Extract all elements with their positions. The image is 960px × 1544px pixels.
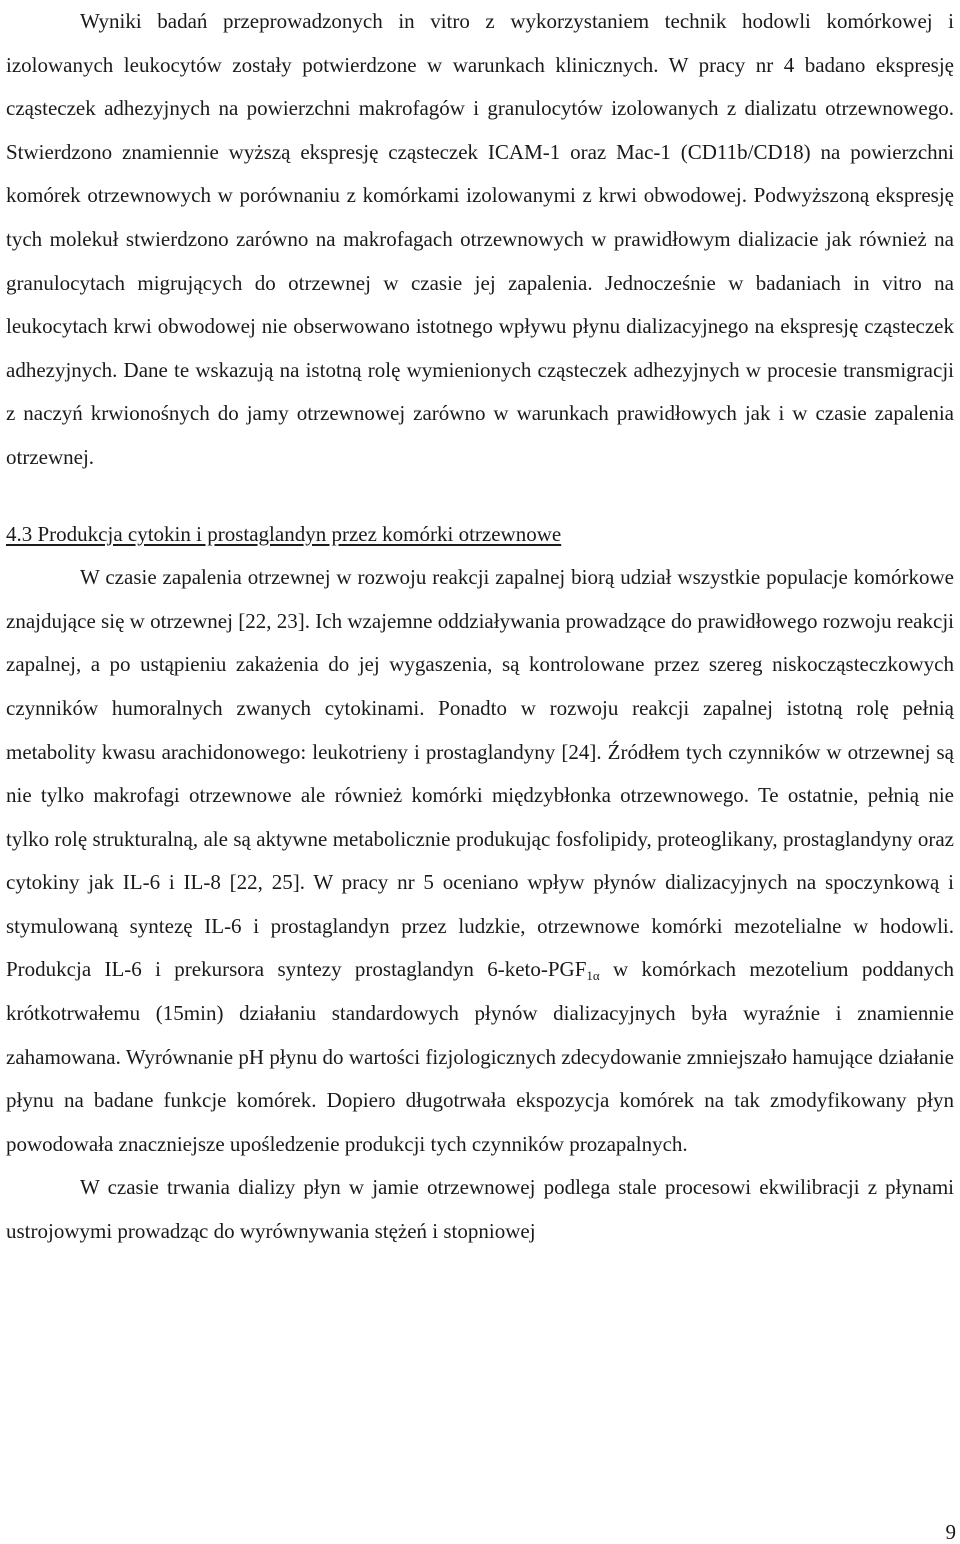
paragraph-1: [6, 0, 954, 480]
document-page: [6, 0, 954, 1254]
section-heading-text: 4.3 Produkcja cytokin i prostaglandyn przez komórki otrzewnowe: [6, 521, 562, 546]
paragraph-2: [6, 556, 954, 1166]
paragraph-2-text: W czasie zapalenia otrzewnej w rozwoju reakcji zapalnej biorą udział wszystkie populacje komórkowe znajdujące się w otrzewnej [22, 23]. Ich wzajemne oddziaływania prowadzące do prawidłowego rozwoju reakcji zapalnej, a po ustąpieniu zakażenia do jej wygaszenia, są kontrolowane przez szereg niskocząsteczkowych czynników humoralnych zwanych cytokinami. Ponadto w rozwoju reakcji zapalnej istotną rolę pełnią metabolity kwasu arachidonowego: leukotrieny i prostaglandyny [24]. Źródłem tych czynników w otrzewnej są nie tylko makrofagi otrzewnowe ale również komórki międzybłonka otrzewnowego. Te ostatnie, pełnią nie tylko rolę strukturalną, ale są aktywne metabolicznie produkując fosfolipidy, proteoglikany, prostaglandyny oraz cytokiny jak IL-6 i IL-8 [22, 25]. W pracy nr 5 oceniano wpływ płynów dializacyjnych na spoczynkową i stymulowaną syntezę IL-6 i prostaglandyn przez ludzkie, otrzewnowe komórki mezotelialne w hodowli. Produkcja IL-6 i prekursora syntezy prostaglandyn 6-keto-PGF: [6, 565, 954, 982]
page-number: 9: [945, 1520, 956, 1544]
section-gap: [6, 480, 954, 513]
paragraph-3-text: W czasie trwania dializy płyn w jamie otrzewnowej podlega stale procesowi ekwilibracji z płynami ustrojowymi prowadząc do wyrównywania stężeń i stopniowej: [6, 1175, 954, 1244]
subscript-1-alpha: 1α: [586, 968, 600, 984]
paragraph-3: [6, 1166, 954, 1253]
paragraph-2-text-rest: w komórkach mezotelium poddanych krótkotrwałemu (15min) działaniu standardowych płynów dializacyjnych była wyraźnie i znamiennie zahamowana. Wyrównanie pH płynu do wartości fizjologicznych zdecydowanie zmniejszało hamujące działanie płynu na badane funkcje komórek. Dopiero długotrwała ekspozycja komórek na tak zmodyfikowany płyn powodowała znaczniejsze upośledzenie produkcji tych czynników prozapalnych.: [6, 957, 954, 1156]
paragraph-1-text: Wyniki badań przeprowadzonych in vitro z wykorzystaniem technik hodowli komórkowej i izolowanych leukocytów zostały potwierdzone w warunkach klinicznych. W pracy nr 4 badano ekspresję cząsteczek adhezyjnych na powierzchni makrofagów i granulocytów izolowanych z dializatu otrzewnowego. Stwierdzono znamiennie wyższą ekspresję cząsteczek ICAM-1 oraz Mac-1 (CD11b/CD18) na powierzchni komórek otrzewnowych w porównaniu z komórkami izolowanymi z krwi obwodowej. Podwyższoną ekspresję tych molekuł stwierdzono zarówno na makrofagach otrzewnowych w prawidłowym dializacie jak również na granulocytach migrujących do otrzewnej w czasie jej zapalenia. Jednocześnie w badaniach in vitro na leukocytach krwi obwodowej nie obserwowano istotnego wpływu płynu dializacyjnego na ekspresję cząsteczek adhezyjnych. Dane te wskazują na istotną rolę wymienionych cząsteczek adhezyjnych w procesie transmigracji z naczyń krwionośnych do jamy otrzewnowej zarówno w warunkach prawidłowych jak i w czasie zapalenia otrzewnej.: [6, 9, 954, 469]
section-heading: [6, 513, 954, 557]
